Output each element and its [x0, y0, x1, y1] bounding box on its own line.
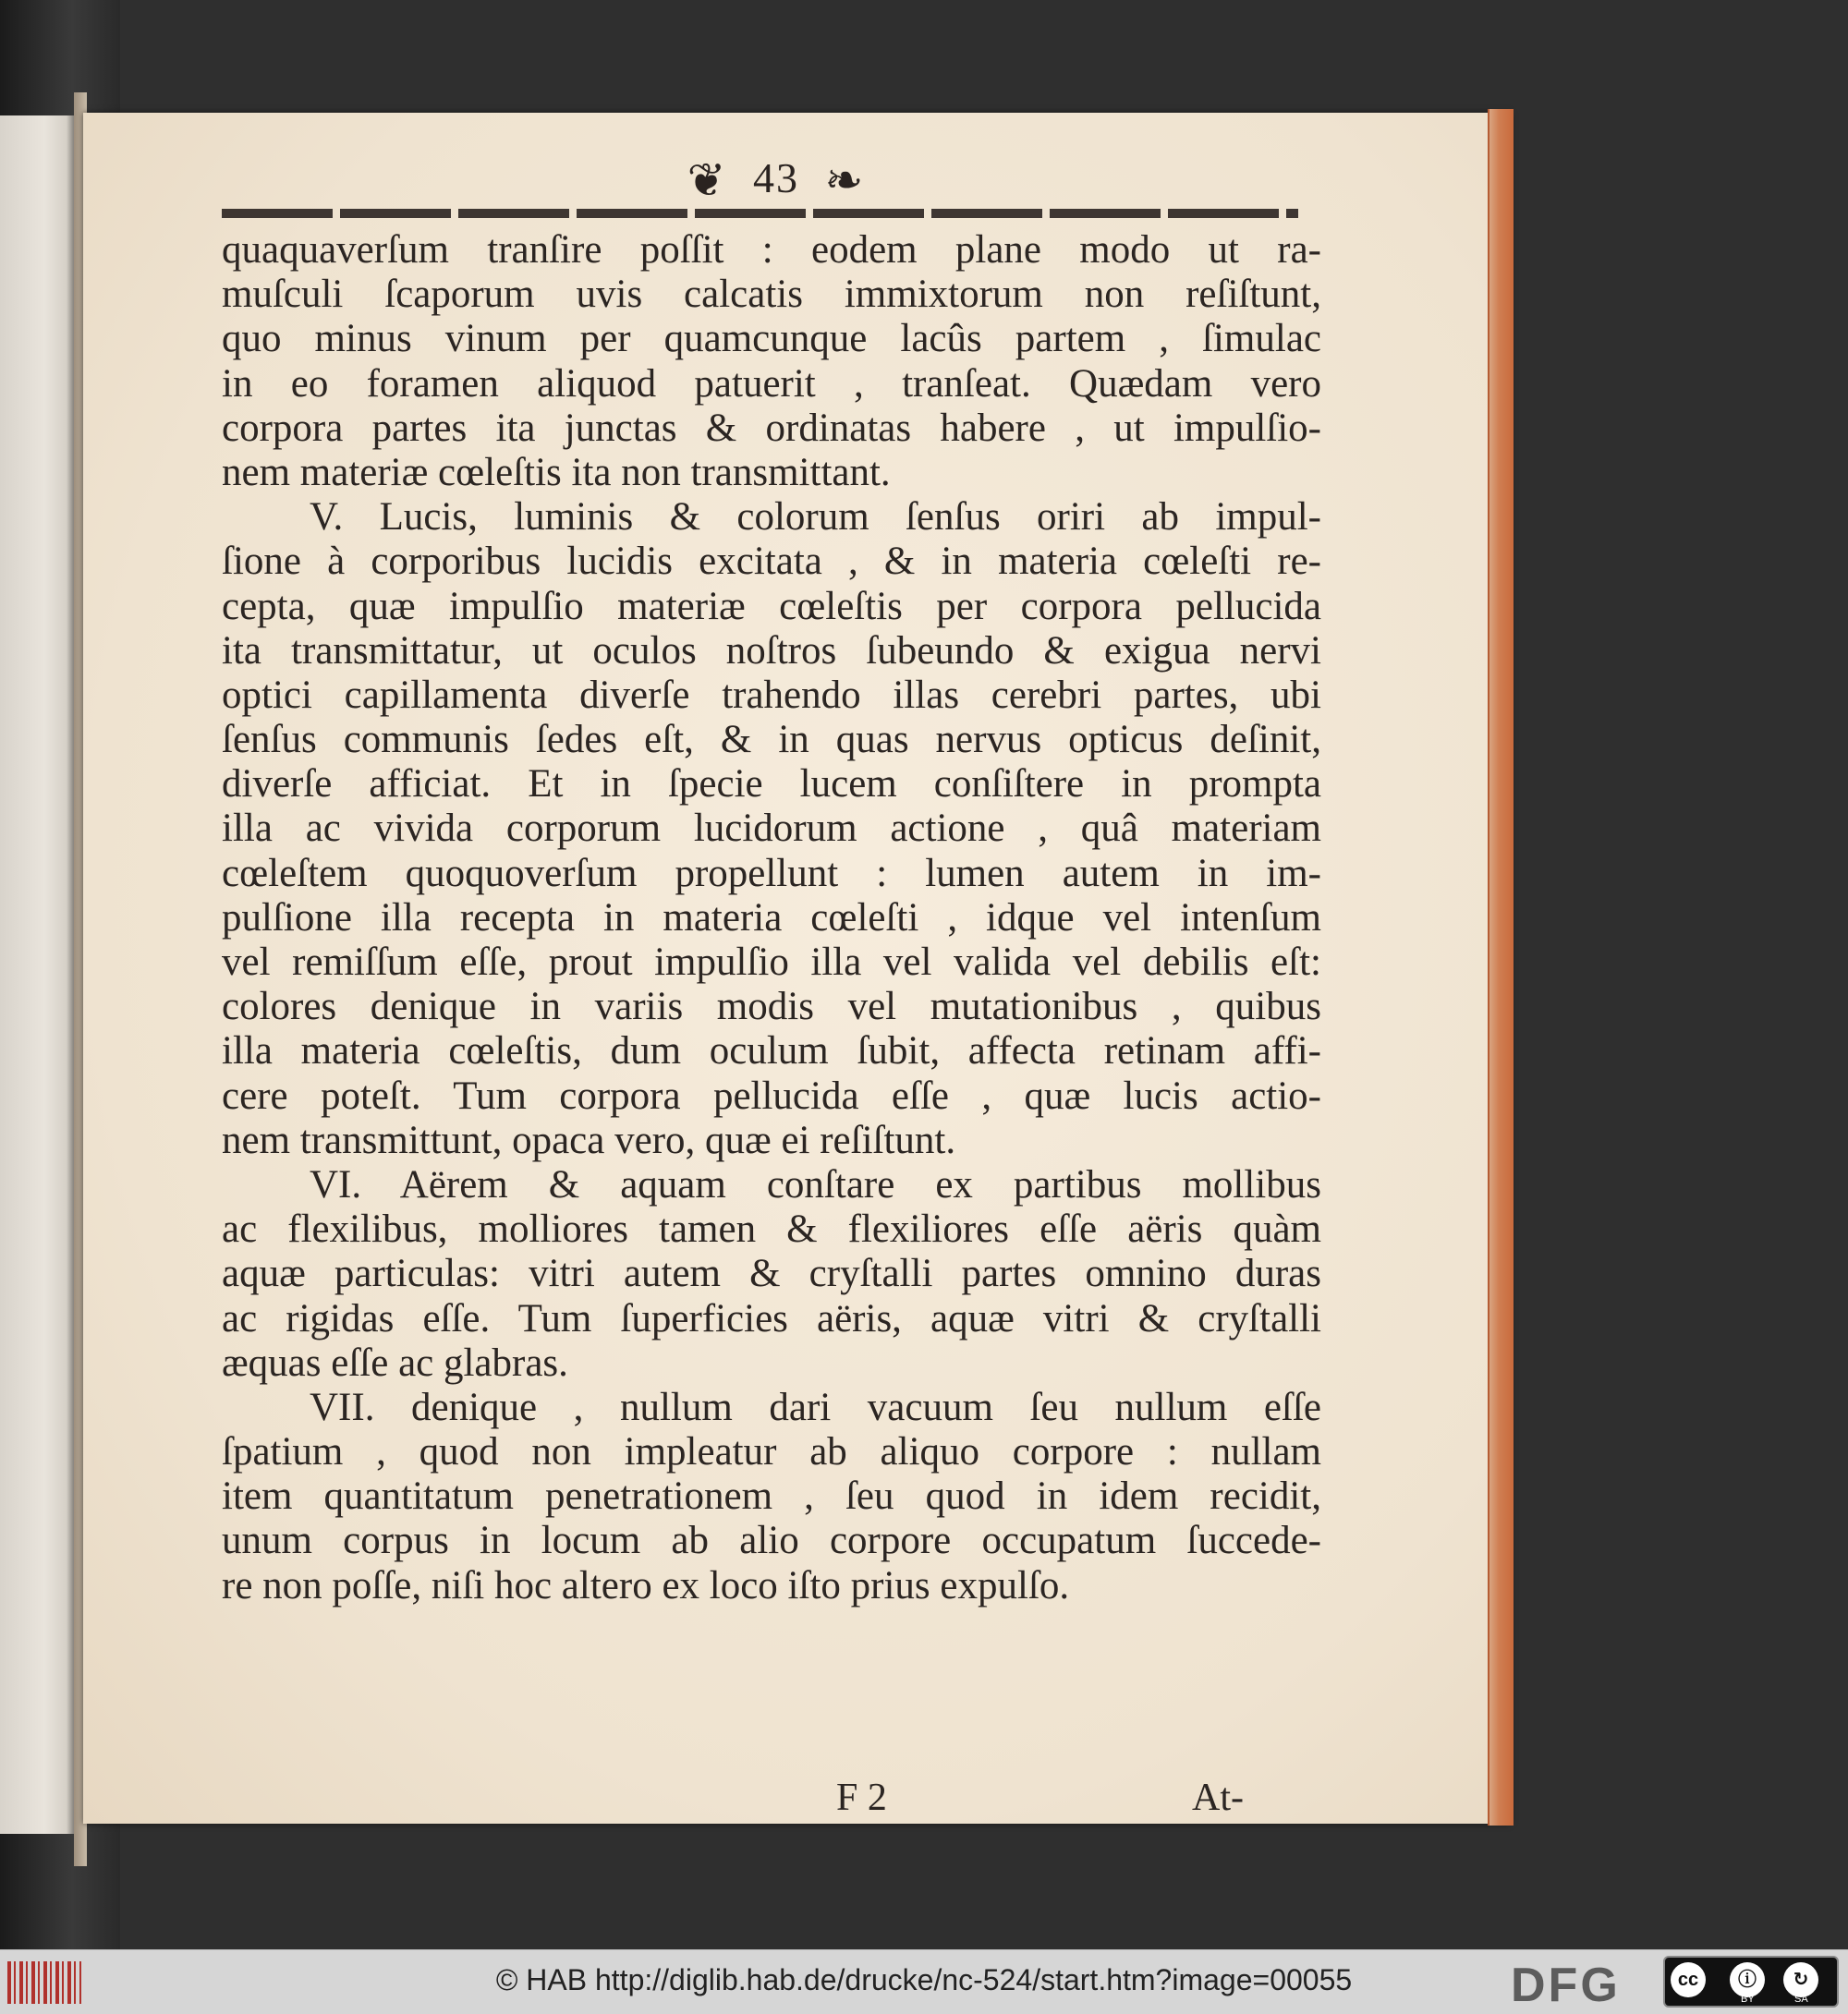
text-line: diverſe afficiat. Et in ſpecie lucem conſiſtere in prompta [222, 762, 1321, 807]
section-vi-start: VI. Aërem & aquam conſtare ex partibus mollibus [310, 1162, 1321, 1207]
book-page [83, 113, 1511, 1824]
section-v-start: V. Lucis, luminis & colorum ſenſus oriri ab impul- [310, 495, 1321, 540]
text-line: unum corpus in locum ab alio corpore occupatum ſuccede- [222, 1519, 1321, 1563]
source-credit[interactable]: © HAB http://diglib.hab.de/drucke/nc-524/start.htm?image=00055 [495, 1963, 1353, 1996]
previous-page-edge [0, 115, 74, 1834]
text-line: optici capillamenta diverſe trahendo illas cerebri partes, ubi [222, 673, 1321, 717]
signature-mark: F 2 [836, 1777, 887, 1819]
license-sa-label: SA [1794, 1994, 1808, 2005]
text-line: nem transmittunt, opaca vero, quæ ei reſiſtunt. [222, 1118, 956, 1162]
text-line: colores denique in variis modis vel mutationibus , quibus [222, 985, 1321, 1029]
text-line: item quantitatum penetrationem , ſeu quod in idem recidit, [222, 1474, 1321, 1519]
fleuron-left-icon: ❦ [687, 154, 728, 206]
text-line: ſione à corporibus lucidis excitata , & in materia cœleſti re- [222, 540, 1321, 584]
text-line: quo minus vinum per quamcunque lacûs partem , ſimulac [222, 317, 1321, 361]
section-vii-start: VII. denique , nullum dari vacuum ſeu nullum eſſe [310, 1385, 1321, 1429]
catchword: At- [1192, 1777, 1244, 1819]
text-line: ſpatium , quod non impleatur ab aliquo corpore : nullam [222, 1430, 1321, 1474]
text-line: cepta, quæ impulſio materiæ cœleſtis per corpora pellucida [222, 584, 1321, 628]
text-line: muſculi ſcaporum uvis calcatis immixtorum non reſiſtunt, [222, 273, 1321, 317]
page-header [83, 150, 1469, 206]
text-line: vel remiſſum eſſe, prout impulſio illa vel valida vel debilis eſt: [222, 940, 1321, 984]
share-alike-icon: ↻ [1783, 1962, 1818, 1997]
dfg-logo: DFG [1511, 1959, 1621, 2012]
attribution-icon: ⓘ [1730, 1962, 1765, 1997]
text-line: illa materia cœleſtis, dum oculum ſubit, affecta retinam affi- [222, 1029, 1321, 1074]
text-line: ita transmittatur, ut oculos noſtros ſubeundo & exigua nervi [222, 628, 1321, 673]
page-number: 43 [753, 154, 799, 201]
viewer-footer [0, 1949, 1848, 2014]
text-line: ac rigidas eſſe. Tum ſuperficies aëris, aquæ vitri & cryſtalli [222, 1296, 1321, 1341]
text-line: illa ac vivida corporum lucidorum actione , quâ materiam [222, 807, 1321, 851]
text-line: re non poſſe, niſi hoc altero ex loco iſto prius expulſo. [222, 1563, 1070, 1608]
text-line: ſenſus communis ſedes eſt, & in quas nervus opticus deſinit, [222, 718, 1321, 762]
page-fore-edge [1488, 109, 1514, 1826]
text-line: æquas eſſe ac glabras. [222, 1341, 568, 1385]
text-line: pulſione illa recepta in materia cœleſti , idque vel intenſum [222, 895, 1321, 940]
cc-license-badge[interactable] [1663, 1956, 1839, 2008]
text-line: in eo foramen aliquod patuerit , tranſeat. Quædam vero [222, 361, 1321, 406]
text-line: nem materiæ cœleſtis ita non transmittant. [222, 450, 891, 494]
license-by-label: BY [1741, 1994, 1755, 2005]
text-line: cere poteſt. Tum corpora pellucida eſſe , quæ lucis actio- [222, 1074, 1321, 1118]
cc-icon: cc [1671, 1962, 1706, 1997]
text-line: cœleſtem quoquoverſum propellunt : lumen autem in im- [222, 851, 1321, 895]
text-line: aquæ particulas: vitri autem & cryſtalli partes omnino duras [222, 1252, 1321, 1296]
text-line: quaquaverſum tranſire poſſit : eodem plane modo ut ra- [222, 228, 1321, 272]
fleuron-right-icon: ❧ [824, 154, 866, 206]
page-body [222, 228, 1321, 1608]
text-line: corpora partes ita junctas & ordinatas habere , ut impulſio- [222, 406, 1321, 450]
text-line: ac flexilibus, molliores tamen & flexiliores eſſe aëris quàm [222, 1207, 1321, 1252]
header-rule [222, 209, 1298, 218]
